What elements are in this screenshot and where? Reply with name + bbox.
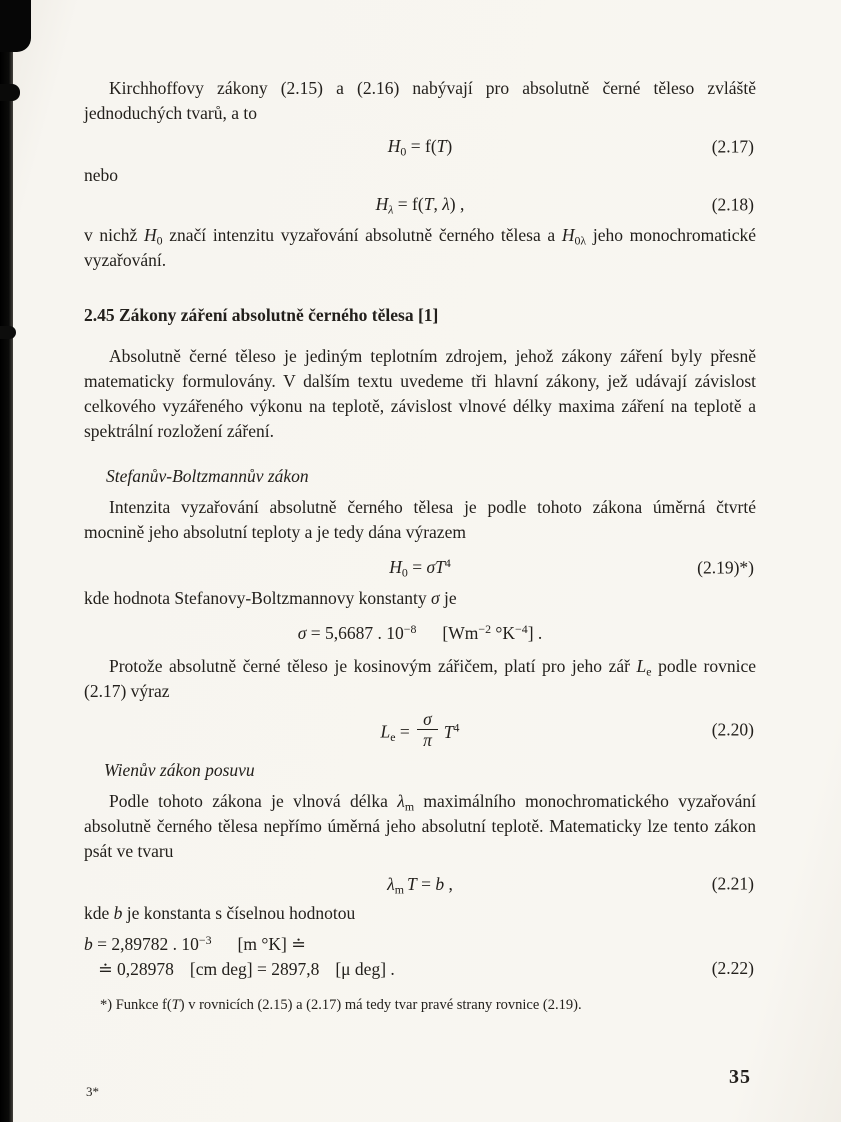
text-run: značí intenzitu vyzařování absolutně černého tělesa a <box>162 225 562 245</box>
var-sigma: σ <box>431 588 440 608</box>
close-paren: ) <box>446 136 453 156</box>
unit-m-degK: [m °K] ≐ <box>237 933 306 954</box>
var-T: T <box>443 721 454 742</box>
subheading-stefan-boltzmann: Stefanův-Boltzmannův zákon <box>106 466 309 486</box>
unit-mu-deg: [μ deg] . <box>335 958 395 979</box>
footnote-text: ) v rovnicích (2.15) a (2.17) má tedy tvar pravé strany rovnice (2.19). <box>179 996 582 1013</box>
equation-2-17-expression <box>388 134 452 159</box>
superscript-minus4: −4 <box>515 622 528 637</box>
paragraph-wien-intro <box>84 789 756 864</box>
equation-number-2-18: (2.18) <box>711 194 754 214</box>
footnote-marker-text: *) Funkce f( <box>100 996 172 1013</box>
var-lambda-m: λ <box>397 790 405 811</box>
paragraph-sigma-constant <box>84 586 756 611</box>
var-b: b <box>113 902 123 923</box>
paragraph-kirchhoff-laws: Kirchhoffovy zákony (2.15) a (2.16) nabývají pro absolutně černé těleso zvláště jednoduchých tvarů, a to <box>84 78 756 123</box>
equation-2-22 <box>84 932 756 982</box>
paragraph-cosine-radiator <box>84 654 756 704</box>
var-T: T <box>423 194 434 214</box>
text-run: podle rovnice (2.17) výraz <box>84 656 756 701</box>
var-T: T <box>406 873 417 894</box>
text-run: je <box>439 588 457 608</box>
var-T: T <box>171 996 180 1013</box>
subscript-0: 0 <box>401 565 408 580</box>
superscript-4: 4 <box>444 556 451 571</box>
subscript-m: m <box>404 799 415 814</box>
text-run: kde hodnota Stefanovy-Boltzmannovy konstanty <box>84 588 432 608</box>
text-run: Protože absolutně černé těleso je kosinovým zářičem, platí pro jeho zář <box>109 656 637 676</box>
equals-f-open: = f( <box>406 136 437 156</box>
page-content <box>84 76 756 1015</box>
trailing-comma: , <box>444 873 453 894</box>
text-run: Podle tohoto zákona je vlnová délka <box>109 790 398 811</box>
equation-number-2-20: (2.20) <box>711 719 754 740</box>
value-run: = 2,89782 . 10 <box>92 933 199 954</box>
section-heading-2-45: 2.45 Zákony záření absolutně černého tělesa [1] <box>84 305 439 325</box>
close-paren-comma: ) , <box>449 194 465 214</box>
text-run: jeho monochromatické vyzařování. <box>84 225 756 270</box>
var-b: b <box>435 873 445 894</box>
fraction-numerator-sigma: σ <box>417 710 438 730</box>
var-H0lambda: H <box>561 225 575 245</box>
subheading-wien: Wienův zákon posuvu <box>104 759 255 780</box>
footnote <box>84 996 756 1015</box>
subscript-e: e <box>646 664 652 679</box>
connector-nebo: nebo <box>84 165 119 185</box>
unit-cm-deg: [cm deg] = 2897,8 <box>189 958 320 979</box>
var-T: T <box>436 136 447 156</box>
subscript-lambda: λ <box>388 202 394 217</box>
subscript-m: m <box>394 882 404 897</box>
superscript-4: 4 <box>453 720 460 735</box>
equation-2-18-expression <box>376 192 465 217</box>
scan-edge-blemish <box>0 84 20 101</box>
value-run: = 5,6687 . 10 <box>306 623 404 643</box>
equation-number-2-21: (2.21) <box>711 873 754 894</box>
unit-close: ] . <box>527 623 543 643</box>
equation-2-21 <box>84 872 756 897</box>
equation-number-2-17: (2.17) <box>711 136 754 156</box>
var-H: H <box>389 557 402 577</box>
paragraph-blackbody-intro: Absolutně černé těleso je jediným teplotním zdrojem, jehož zákony záření byly přesně matematicky formulovány. V dalším textu uvedeme tři hlavní zákony, jež udávají závislost celkového vyzářeného výkonu na teplotě, závislost vlnové délky maxima záření na teplotě a spektrální rozložení záření. <box>84 346 756 441</box>
text-run: kde <box>84 902 114 923</box>
equation-sigma-value-expression <box>298 621 543 646</box>
var-sigma: σ <box>297 623 307 643</box>
subscript-e: e <box>390 729 396 744</box>
scan-corner-mark <box>0 0 31 52</box>
var-sigma-T: σT <box>426 557 445 577</box>
equation-2-22-line1 <box>84 932 756 957</box>
equation-2-18 <box>84 192 756 217</box>
var-H: H <box>375 194 389 214</box>
paragraph-b-constant <box>84 901 756 926</box>
unit-degK: °K <box>491 623 516 643</box>
equation-2-21-expression <box>387 872 453 897</box>
var-lambda: λ <box>387 873 395 894</box>
equation-2-17 <box>84 134 756 159</box>
superscript-minus3: −3 <box>198 932 212 947</box>
equation-number-2-19: (2.19)*) <box>697 557 754 577</box>
superscript-minus8: −8 <box>403 622 417 637</box>
subscript-0: 0 <box>400 144 407 159</box>
var-H: H <box>387 136 401 156</box>
text-run: maximálního monochromatického vyzařování absolutně černého tělesa nepřímo úměrná jeho absolutní teplotě. Matematicky lze tento zákon psát ve tvaru <box>84 790 756 861</box>
unit-open-Wm: [Wm <box>442 623 479 643</box>
var-lambda: λ <box>442 194 450 214</box>
fraction-sigma-over-pi <box>417 710 438 750</box>
value-run: ≐ 0,28978 <box>98 958 174 979</box>
paragraph-h0-explanation <box>84 223 756 273</box>
subscript-0lambda: 0λ <box>574 233 587 248</box>
equation-2-20-expression <box>381 710 460 750</box>
scan-edge-blemish <box>0 326 16 339</box>
page-number: 35 <box>729 1066 751 1088</box>
var-L: L <box>380 721 391 742</box>
equation-2-22-line2 <box>84 957 756 982</box>
superscript-minus2: −2 <box>478 622 492 637</box>
var-H0: H <box>143 225 157 245</box>
equation-2-20 <box>84 710 756 750</box>
equation-sigma-value <box>84 621 756 646</box>
text-run: je konstanta s číselnou hodnotou <box>122 902 356 923</box>
paragraph-stefan-intro: Intenzita vyzařování absolutně černého tělesa je podle tohoto zákona úměrná čtvrté mocnině jeho absolutní teploty a je tedy dána výrazem <box>84 497 756 542</box>
equation-2-19-expression <box>389 555 451 580</box>
equals-sign: = <box>416 873 436 894</box>
fraction-denominator-pi: π <box>423 730 432 751</box>
var-L: L <box>636 656 647 676</box>
text-run: v nichž <box>84 225 144 245</box>
equals-sign: = <box>395 721 415 742</box>
var-b: b <box>84 933 93 954</box>
equals-f-open: = f( <box>393 194 424 214</box>
scan-gutter-shadow <box>0 0 13 1122</box>
equation-2-19 <box>84 555 756 580</box>
equals-sign: = <box>407 557 427 577</box>
equation-number-2-22: (2.22) <box>711 957 754 978</box>
subscript-0: 0 <box>156 233 163 248</box>
printer-signature: 3* <box>86 1084 99 1099</box>
comma: , <box>433 194 443 214</box>
